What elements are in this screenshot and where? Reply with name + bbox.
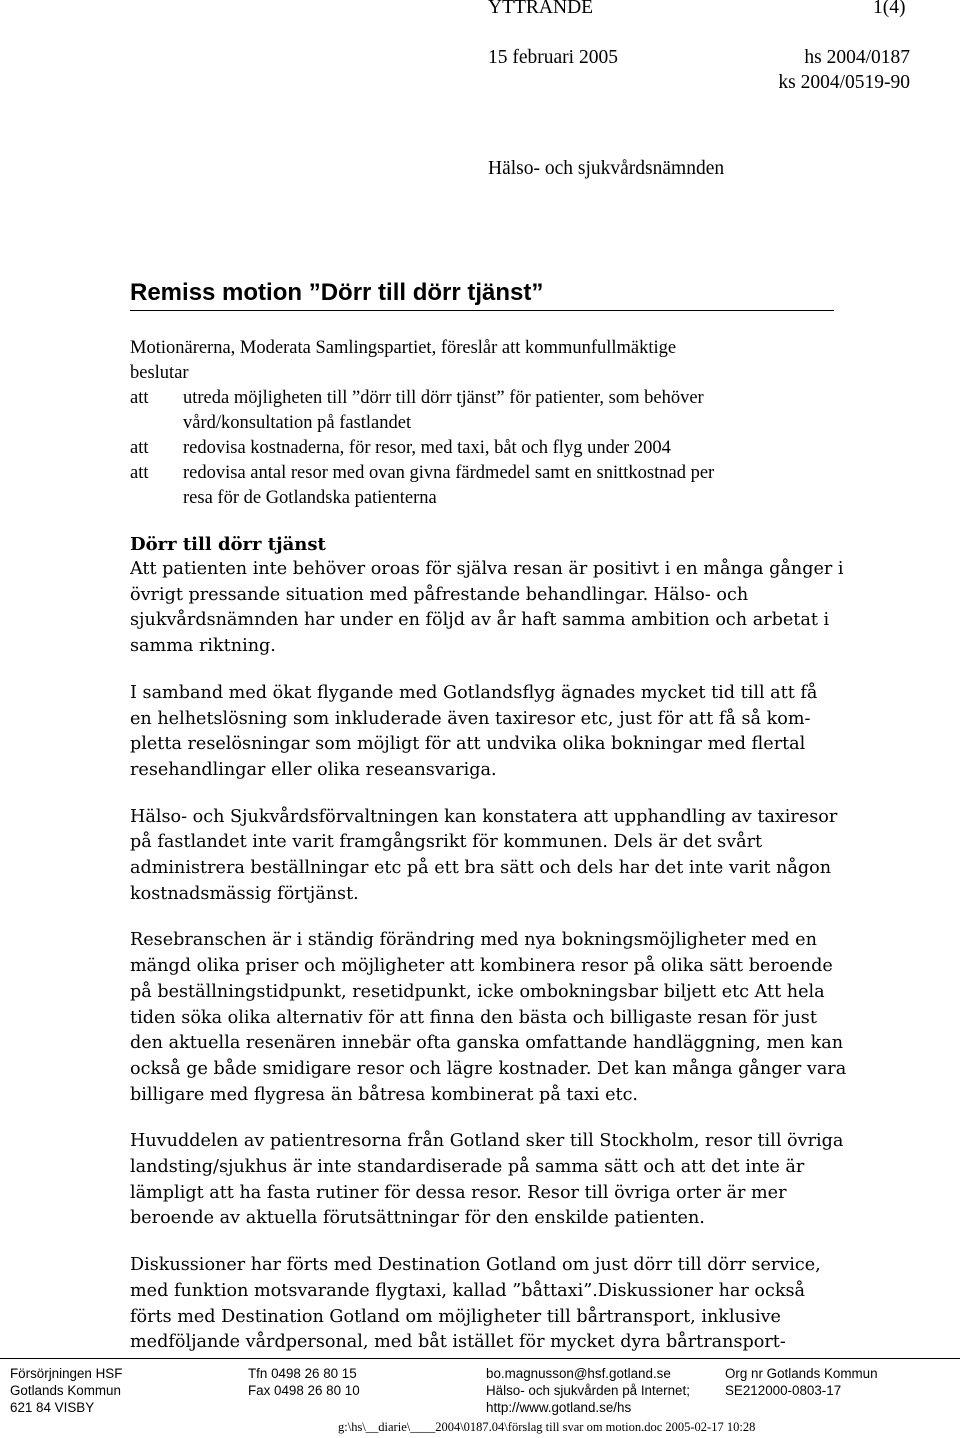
att-key: att <box>130 463 149 483</box>
att-item <box>130 461 850 511</box>
body-paragraph <box>130 1253 850 1356</box>
footer-divider <box>0 1358 960 1359</box>
text-line: Resebranschen är i ständig förändring med nya bokningsmöjligheter med en <box>130 930 817 951</box>
body-paragraph <box>130 557 850 660</box>
text-line: den aktuella resenären innebär ofta ganska omfattande handläggning, men kan <box>130 1033 844 1054</box>
body-paragraph <box>130 681 850 784</box>
text-line: resehandlingar eller olika reseansvariga. <box>130 759 497 780</box>
att-line: redovisa antal resor med ovan givna färdmedel samt en snittkostnad per <box>183 463 715 483</box>
section-heading: Dörr till dörr tjänst <box>130 534 326 555</box>
footer-col-address <box>10 1365 122 1416</box>
footer-phone: Tfn 0498 26 80 15 <box>248 1366 357 1381</box>
text-line: beroende av aktuella förutsättningar för den enskilde patienten. <box>130 1208 705 1229</box>
att-line: redovisa kostnaderna, för resor, med taxi, båt och flyg under 2004 <box>183 438 671 458</box>
text-line: landsting/sjukhus är inte standardiserade på samma sätt och att det inte är <box>130 1157 805 1178</box>
page-number: 1(4) <box>873 0 906 18</box>
reference-ks: ks 2004/0519-90 <box>778 72 910 93</box>
motion-intro <box>130 336 850 511</box>
text-line: pletta reselösningar som möjligt för att undvika olika bokningar med flertal <box>130 734 806 755</box>
text-line: medföljande vårdpersonal, med båt istället för mycket dyra bårtransport- <box>130 1332 786 1353</box>
text-line: övrigt pressande situation med påfrestande behandlingar. Hälso- och <box>130 584 749 605</box>
text-line: med funktion motsvarande flygtaxi, kallad ”båttaxi”.Diskussioner har också <box>130 1280 806 1301</box>
text-line: mängd olika priser och möjligheter att kombinera resor på olika sätt beroende <box>130 956 833 977</box>
att-text <box>183 436 850 461</box>
document-type: YTTRANDE <box>488 0 594 18</box>
footer-line: Gotlands Kommun <box>10 1383 121 1398</box>
text-line: förts med Destination Gotland om möjligheter till bårtransport, inklusive <box>130 1306 781 1327</box>
text-line: I samband med ökat flygande med Gotlandsflyg ägnades mycket tid till att få <box>130 682 818 703</box>
text-line: på beställningstidpunkt, resetidpunkt, icke ombokningsbar biljett etc Att hela <box>130 981 825 1002</box>
body-paragraph <box>130 1129 850 1232</box>
text-line: också ge både smidigare resor och lägre kostnader. Det kan många gånger vara <box>130 1058 847 1079</box>
text-line: samma riktning. <box>130 636 276 657</box>
text-line: en helhetslösning som inkluderade även taxiresor etc, just för att få så kom- <box>130 708 811 729</box>
footer-col-org <box>725 1365 878 1399</box>
footer-web-link[interactable]: http://www.gotland.se/hs <box>486 1400 632 1415</box>
footer-line: Hälso- och sjukvården på Internet; <box>486 1383 690 1398</box>
att-item <box>130 386 850 436</box>
text-line: sjukvårdsnämnden har under en följd av år haft samma ambition och arbetat i <box>130 610 830 631</box>
text-line: tiden söka olika alternativ för att finna den bästa och billigaste resan för just <box>130 1007 817 1028</box>
text-line: Att patienten inte behöver oroas för själva resan är positivt i en många gånger i <box>130 559 844 579</box>
footer-fax: Fax 0498 26 80 10 <box>248 1383 360 1398</box>
text-line: på fastlandet inte varit framgångsrikt för kommunen. Dels är det svårt <box>130 832 763 853</box>
main-section <box>130 532 850 1377</box>
file-path: g:\hs\__diarie\____2004\0187.04\förslag till svar om motion.doc 2005-02-17 10:28 <box>338 1420 756 1434</box>
footer-org-number: SE212000-0803-17 <box>725 1383 842 1398</box>
text-line: administrera beställningar etc på ett bra sätt och dels har det inte varit någon <box>130 858 832 879</box>
text-line: lämpligt att ha fasta rutiner för dessa resor. Resor till övriga orter är mer <box>130 1182 787 1203</box>
footer-line: 621 84 VISBY <box>10 1400 95 1415</box>
body-paragraph <box>130 805 850 908</box>
document-date: 15 februari 2005 <box>488 47 618 68</box>
att-item <box>130 436 850 461</box>
footer-col-contact <box>486 1365 690 1416</box>
att-line: utreda möjligheten till ”dörr till dörr tjänst” för patienter, som behöver <box>183 388 704 408</box>
att-text <box>183 386 850 436</box>
att-text <box>183 461 850 511</box>
footer-line: Försörjningen HSF <box>10 1366 123 1381</box>
att-key: att <box>130 438 149 458</box>
att-line: resa för de Gotlandska patienterna <box>183 488 437 508</box>
footer-col-phone <box>248 1365 360 1399</box>
att-key: att <box>130 388 149 408</box>
text-line: billigare med flygresa än båtresa kombinerat på taxi etc. <box>130 1084 639 1105</box>
att-line: vård/konsultation på fastlandet <box>183 413 412 433</box>
text-line: Hälso- och Sjukvårdsförvaltningen kan konstatera att upphandling av taxiresor <box>130 806 838 827</box>
recipient: Hälso- och sjukvårdsnämnden <box>488 158 725 179</box>
title-underline <box>130 310 834 311</box>
text-line: Diskussioner har förts med Destination Gotland om just dörr till dörr service, <box>130 1255 821 1276</box>
footer-email-link[interactable]: bo.magnusson@hsf.gotland.se <box>486 1366 671 1381</box>
intro-lead-line: Motionärerna, Moderata Samlingspartiet, föreslår att kommunfullmäktige <box>130 338 677 358</box>
reference-hs: hs 2004/0187 <box>804 47 910 68</box>
text-line: kostnadsmässig förtjänst. <box>130 883 359 904</box>
text-line: Huvuddelen av patientresorna från Gotland sker till Stockholm, resor till övriga <box>130 1131 844 1152</box>
intro-lead-line: beslutar <box>130 363 189 383</box>
body-paragraph <box>130 928 850 1108</box>
footer-line: Org nr Gotlands Kommun <box>725 1366 878 1381</box>
page-title: Remiss motion ”Dörr till dörr tjänst” <box>130 279 544 306</box>
